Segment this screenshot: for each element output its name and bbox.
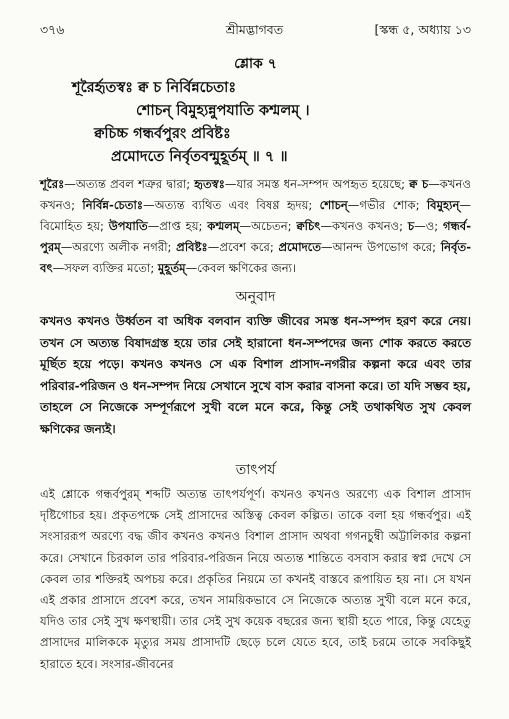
verse-text	[40, 76, 471, 168]
translation-heading: অনুবাদ	[235, 289, 276, 305]
synonym-term: ক্ব চ	[409, 177, 429, 191]
synonym-term: শোচন্	[319, 198, 348, 212]
verse-line: শূরৈর্হৃতস্বঃ ক্ব চ নির্বিন্নচেতাঃ	[72, 79, 237, 96]
purport-text: এই শ্লোকে গন্ধর্বপুরম্ শব্দটি অত্যন্ত তাৎপর্যপূর্ণ। কখনও কখনও অরণ্যে এক বিশাল প্রাসাদ দৃষ্টিগোচর হয়। প্রকৃতপক্ষে সেই প্রাসাদের অস্তিত্ব কেবল কল্পিত। তাকে বলা হয় গন্ধর্বপুর। এই সংসাররূপ অরণ্যে বদ্ধ জীব কখনও কখনও বিশাল প্রাসাদ অথবা গগনচুম্বী অট্টালিকার কল্পনা করে। সেখানে চিরকাল তার পরিবার-পরিজন নিয়ে অত্যন্ত শান্তিতে বসবাস করার স্বপ্ন দেখে সে কেবল তার শক্তিরই অপচয় করে। প্রকৃতির নিয়মে তা কখনই বাস্তবে রূপায়িত হয় না। সে যখন এই প্রকার প্রাসাদে প্রবেশ করে, তখন সাময়িকভাবে সে নিজেকে অত্যন্ত সুখী বলে মনে করে, যদিও তার সেই সুখ ক্ষণস্থায়ী। তার সেই সুখ কয়েক বছরের জন্য স্থায়ী হতে পারে, কিন্তু যেহেতু প্রাসাদের মালিককে মৃত্যুর সময় প্রাসাদটি ছেড়ে চলে যেতে হবে, তাই চরমে তাকে সবকিছুই হারাতে হবে। সংসার-জীবনের	[40, 487, 471, 671]
synonym-term: কশ্মলম্	[207, 219, 240, 233]
synonym-meaning: —আনন্দ উপভোগ করে;	[321, 240, 441, 254]
synonym-meaning: —কেবল ক্ষণিকের জন্য।	[185, 261, 297, 275]
synonym-term: নির্বৃত-বৎ	[40, 240, 472, 275]
synonym-meaning: —সফল ব্যক্তির মতো;	[52, 261, 158, 275]
verse-line: শোচন্ বিমুহ্যন্নুপযাতি কশ্মলম্ ।	[136, 102, 310, 119]
verse-title: শ্লোক ৭	[234, 56, 277, 72]
synonym-term: ক্বচিৎ	[296, 219, 321, 233]
page-number: ৩৭৬	[40, 22, 65, 37]
verse-line: প্রমোদতে নির্বৃতবন্মুহূর্তম্ ॥ ৭ ॥	[111, 148, 288, 165]
synonym-meaning: —প্রবেশ করে;	[207, 240, 279, 254]
purport-heading: তাৎপর্য	[235, 462, 276, 478]
word-meanings	[40, 174, 471, 279]
synonym-term: গন্ধর্ব-পুরম্	[40, 219, 472, 254]
book-title: শ্রীমদ্ভাগবত	[225, 22, 284, 37]
synonym-meaning: —অরণ্যে অলীক নগরী;	[60, 240, 177, 254]
synonym-meaning: —অচেতন;	[239, 219, 297, 233]
synonym-meaning: —যার সমস্ত ধন-সম্পদ অপহৃত হয়েছে;	[224, 177, 410, 191]
synonym-term: নির্বিন্ন-চেতাঃ	[82, 198, 144, 212]
synonym-term: প্রবিষ্টঃ	[176, 240, 208, 254]
synonym-term: বিমুহ্যন্	[426, 198, 460, 212]
synonym-term: শূরৈঃ	[40, 177, 65, 191]
translation-text: কখনও কখনও উর্ধ্বতন বা অধিক বলবান ব্যক্তি জীবের সমস্ত ধন-সম্পদ হরণ করে নেয়। তখন সে অত্যন্ত বিষাদগ্রস্ত হয়ে তার সেই হারানো ধন-সম্পদের জন্য শোক করতে করতে মূর্ছিত হয়ে পড়ে। কখনও কখনও সে এক বিশাল প্রাসাদ-নগরীর কল্পনা করে এবং তার পরিবার-পরিজন ও ধন-সম্পদ নিয়ে সেখানে সুখে বাস করার বাসনা করে। তা যদি সম্ভব হয়, তাহলে সে নিজেকে সম্পূর্ণরূপে সুখী বলে মনে করে, কিন্তু সেই তথাকথিত সুখ কেবল ক্ষণিকের জন্যই।	[40, 314, 471, 436]
synonym-term: উপযাতি	[108, 219, 148, 233]
synonym-meaning: —বিমোহিত হয়;	[40, 198, 471, 233]
synonym-term: প্রমোদতে	[278, 240, 322, 254]
verse-line: ক্বচিচ্চ গন্ধর্বপুরং প্রবিষ্টঃ	[94, 125, 231, 142]
synonym-meaning: —কখনও কখনও;	[320, 219, 408, 233]
synonym-meaning: —প্রাপ্ত হয়;	[147, 219, 208, 233]
running-header	[40, 22, 471, 40]
synonym-meaning: —কখনও কখনও;	[40, 177, 471, 212]
synonym-term: মুহূর্তম্	[157, 261, 186, 275]
synonym-term: হৃতস্বঃ	[194, 177, 225, 191]
synonym-term: চ	[407, 219, 415, 233]
synonym-meaning: —গভীর শোক;	[347, 198, 427, 212]
chapter-reference: [স্কন্ধ ৫, অধ্যায় ১৩	[374, 22, 471, 37]
synonym-meaning: —ও;	[414, 219, 443, 233]
synonym-meaning: —অত্যন্ত ব্যথিত এবং বিষণ্ণ হৃদয়;	[143, 198, 320, 212]
synonym-meaning: —অত্যন্ত প্রবল শত্রুর দ্বারা;	[64, 177, 195, 191]
